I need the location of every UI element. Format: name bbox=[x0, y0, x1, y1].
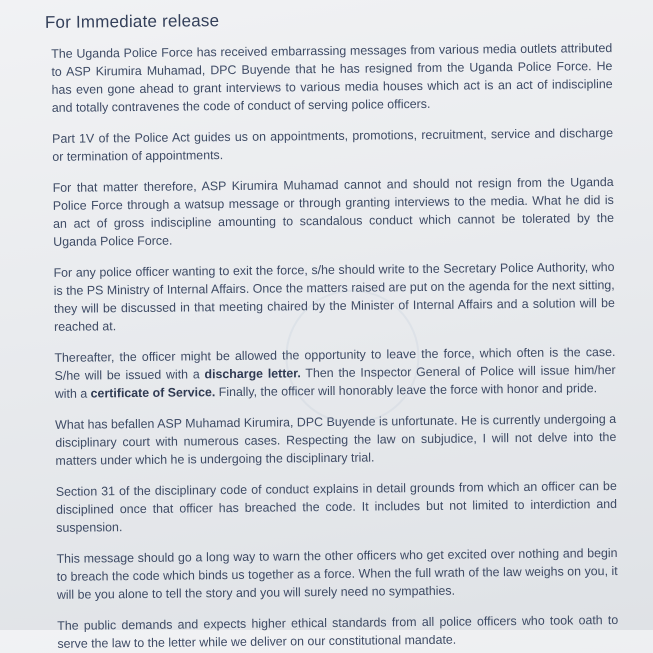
bold-term: discharge letter. bbox=[204, 366, 301, 382]
text-segment: The Uganda Police Force has received embarrassing messages from various media outlets attributed to ASP Kirumira Muhamad, DPC Buyende that he has resigned from the Uganda Police Force. He has even gone ahead to grant interviews to various media houses which act is an act of indiscipline and totally contravenes the code of conduct of serving police officers. bbox=[51, 40, 613, 115]
paragraph-7 bbox=[56, 477, 618, 537]
bold-term: certificate of Service. bbox=[90, 385, 216, 401]
paragraph-1 bbox=[51, 39, 613, 117]
paragraph-8 bbox=[56, 544, 618, 604]
paragraph-2 bbox=[52, 124, 613, 166]
paragraph-3 bbox=[53, 173, 615, 251]
text-segment: Part 1V of the Police Act guides us on appointments, promotions, recruitment, service and discharge or termination of appointments. bbox=[52, 125, 614, 164]
text-segment: For any police officer wanting to exit the force, s/he should write to the Secretary Police Authority, who is the PS Ministry of Internal Affairs. Once the matters raised are put on the agenda for the next sitting, they will be discussed in that meeting chaired by the Minister of Internal Affairs and a solution will be reached at. bbox=[53, 259, 615, 334]
text-segment: Finally, the officer will honorably leave the force with honor and pride. bbox=[215, 381, 598, 400]
text-segment: Section 31 of the disciplinary code of conduct explains in detail grounds from which an officer can be disciplined once that officer has breached the code. It includes but not limited to interdiction and suspension. bbox=[55, 478, 618, 535]
text-segment: Then the Inspector General of Police will issue him/her with a bbox=[54, 362, 616, 401]
police-crest-watermark bbox=[285, 289, 420, 424]
text-segment: This message should go a long way to warn the other officers who get excited over nothing and begin to breach the code which binds us together as a force. When the full wrath of the law weighs on you, it will be you alone to tell the story and you will surely need no sympathies. bbox=[56, 545, 618, 602]
paragraph-9 bbox=[57, 611, 618, 653]
text-segment: Thereafter, the officer might be allowed the opportunity to leave the force, which often is the case. S/he will be issued with a bbox=[54, 344, 616, 383]
text-segment: The public demands and expects higher ethical standards from all police officers who took oath to serve the law to the letter while we deliver on our constitutional mandate. bbox=[57, 612, 619, 651]
text-segment: What has befallen ASP Muhamad Kirumira, DPC Buyende is unfortunate. He is currently undergoing a disciplinary court with numerous cases. Respecting the law on subjudice, I will not delve into the matters under which he is undergoing the disciplinary trial. bbox=[55, 411, 617, 468]
text-segment: For that matter therefore, ASP Kirumira Muhamad cannot and should not resign from the Uganda Police Force through a watsup message or through granting interviews to the media. What he did is an act of gross indiscipline amounting to scandalous conduct which cannot be tolerated by the Uganda Police Force. bbox=[52, 174, 615, 249]
document-heading: For Immediate release bbox=[44, 11, 220, 32]
